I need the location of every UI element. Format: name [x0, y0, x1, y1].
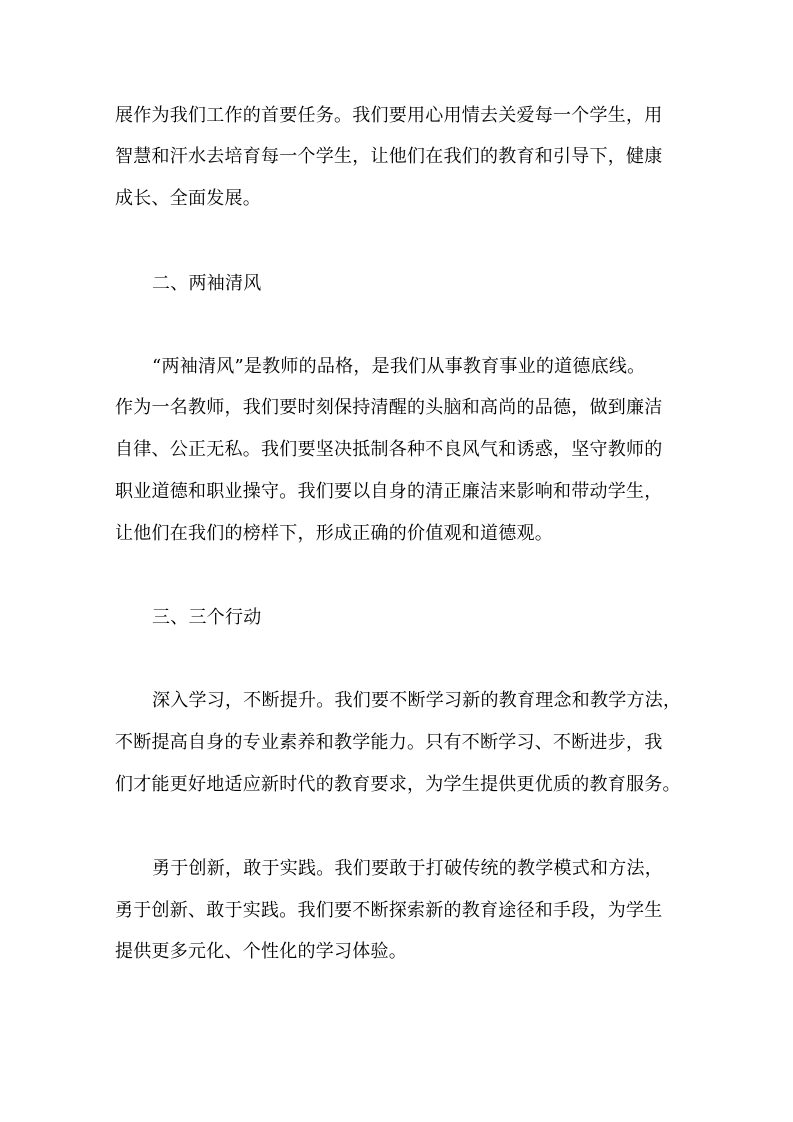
- paragraph-1-line-2: 智慧和汗水去培育每一个学生，让他们在我们的教育和引导下，健康: [115, 146, 663, 167]
- section-heading-three-actions: 三、三个行动: [152, 607, 262, 628]
- paragraph-2-line-2: 作为一名教师，我们要时刻保持清醒的头脑和高尚的品德，做到廉洁: [115, 397, 663, 418]
- paragraph-3-line-3: 们才能更好地适应新时代的教育要求，为学生提供更优质的教育服务。: [115, 774, 681, 795]
- paragraph-4-line-2: 勇于创新、敢于实践。我们要不断探索新的教育途径和手段，为学生: [115, 900, 663, 921]
- paragraph-2-line-4: 职业道德和职业操守。我们要以自身的清正廉洁来影响和带动学生，: [115, 481, 663, 502]
- paragraph-1-line-3: 成长、全面发展。: [115, 188, 261, 209]
- paragraph-3-line-1: 深入学习，不断提升。我们要不断学习新的教育理念和教学方法，: [152, 690, 682, 711]
- paragraph-2-line-5: 让他们在我们的榜样下，形成正确的价值观和道德观。: [115, 523, 553, 544]
- section-heading-two-sleeves: 二、两袖清风: [152, 273, 262, 294]
- paragraph-2-line-1: “两袖清风”是教师的品格，是我们从事教育事业的道德底线。: [152, 356, 646, 377]
- paragraph-2-line-3: 自律、公正无私。我们要坚决抵制各种不良风气和诱惑，坚守教师的: [115, 439, 663, 460]
- paragraph-4-line-1: 勇于创新，敢于实践。我们要敢于打破传统的教学模式和方法，: [152, 858, 663, 879]
- paragraph-1-line-1: 展作为我们工作的首要任务。我们要用心用情去关爱每一个学生，用: [115, 105, 663, 126]
- paragraph-4-line-3: 提供更多元化、个性化的学习体验。: [115, 941, 407, 962]
- paragraph-3-line-2: 不断提高自身的专业素养和教学能力。只有不断学习、不断进步，我: [115, 732, 663, 753]
